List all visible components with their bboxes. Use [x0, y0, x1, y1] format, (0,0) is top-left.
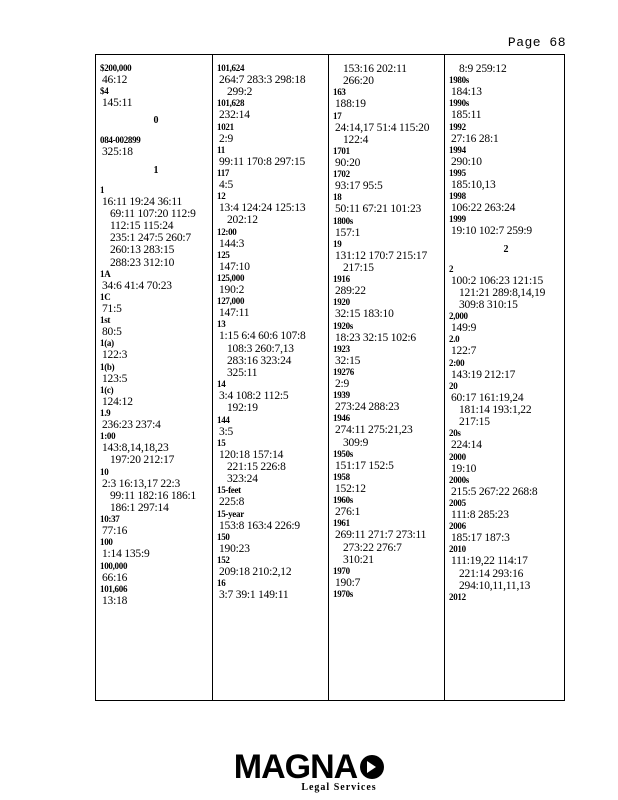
page-line-reference: 144:3	[219, 237, 245, 250]
magna-logo	[0, 750, 618, 793]
index-entry	[100, 292, 212, 315]
index-entry	[449, 521, 563, 544]
page-line-reference: 192:19	[227, 402, 258, 415]
index-entry	[217, 168, 329, 191]
page-line-reference: 266:20	[343, 75, 374, 88]
page-line-reference: 269:11 271:7 273:11	[335, 529, 427, 542]
index-entry	[217, 319, 329, 379]
index-term: 1970s	[333, 589, 354, 600]
index-term: 19276	[333, 367, 355, 378]
index-term: 15	[217, 437, 226, 448]
index-entry	[449, 122, 563, 145]
index-term: 1(b)	[100, 361, 115, 372]
section-heading: 0	[153, 115, 159, 127]
index-entry	[449, 428, 563, 451]
index-entry	[217, 98, 329, 121]
page-line-reference: 184:13	[451, 86, 482, 99]
page-line-reference: 290:10	[451, 155, 482, 168]
logo-wordmark: MAGNA	[233, 748, 358, 786]
index-term: 084-002899	[100, 135, 141, 146]
index-entry	[333, 169, 445, 192]
page-line-reference: 202:12	[227, 214, 258, 227]
index-term: 127,000	[217, 296, 245, 307]
index-term: 1C	[100, 292, 111, 303]
page-line-reference: 288:23 312:10	[110, 256, 175, 269]
index-entry	[449, 452, 563, 475]
index-term: 15-feet	[217, 485, 241, 496]
index-term: 1946	[333, 413, 350, 424]
index-entry	[100, 362, 212, 385]
page-line-reference: 123:5	[102, 372, 128, 385]
index-term: 2005	[449, 498, 466, 509]
index-term: 10	[100, 466, 109, 477]
index-entry	[217, 555, 329, 578]
page-line-reference: 197:20 212:17	[110, 454, 175, 467]
index-entry	[217, 485, 329, 508]
index-term: 1	[100, 184, 105, 195]
index-term: 2,000	[449, 311, 468, 322]
index-entry	[449, 145, 563, 168]
index-term: 152	[217, 555, 230, 566]
page-line-reference: 13:18	[102, 594, 128, 607]
page-line-reference: 1:14 135:9	[102, 548, 150, 561]
page-line-reference: 310:21	[343, 553, 374, 566]
index-term: 1950s	[333, 448, 354, 459]
page-line-reference: 122:7	[451, 345, 477, 358]
page-line-reference: 185:10,13	[451, 179, 496, 192]
page-line-reference: 4:5	[219, 179, 234, 192]
page-line-reference: 24:14,17 51:4 115:20	[335, 121, 430, 134]
page-line-reference: 32:15	[335, 354, 361, 367]
page-line-reference: 2:9	[219, 132, 234, 145]
index-entry	[449, 498, 563, 521]
page-line-reference: 289:22	[335, 285, 366, 298]
index-term: 1(a)	[100, 338, 114, 349]
index-term: 1:00	[100, 431, 116, 442]
index-term: 1916	[333, 274, 350, 285]
index-term: 1958	[333, 472, 350, 483]
index-term: 1990s	[449, 98, 470, 109]
page-line-reference: 69:11 107:20 112:9	[110, 207, 196, 220]
page-line-reference: 273:22 276:7	[343, 541, 402, 554]
page-line-reference: 8:9 259:12	[459, 63, 507, 75]
page-line-reference: 3:5	[219, 425, 234, 438]
page-line-reference: 124:12	[102, 395, 133, 408]
page-line-reference: 309:9	[343, 436, 369, 449]
page-line-reference: 221:14 293:16	[459, 567, 524, 580]
index-term: 1920s	[333, 320, 354, 331]
index-term: 2000s	[449, 474, 470, 485]
page-line-reference: 260:13 283:15	[110, 244, 175, 257]
index-entry	[333, 274, 445, 297]
index-entry	[449, 381, 563, 429]
page-line-reference: 99:11 170:8 297:15	[219, 155, 306, 168]
index-entry	[217, 296, 329, 319]
index-term: 1A	[100, 268, 111, 279]
page-line-reference: 225:8	[219, 496, 245, 509]
page-line-reference: 221:15 226:8	[227, 461, 286, 474]
index-term: 2012	[449, 592, 466, 603]
page-line-reference: 153:8 163:4 226:9	[219, 519, 300, 532]
index-term: 117	[217, 168, 230, 179]
index-term: 1800s	[333, 215, 354, 226]
index-entry	[100, 135, 212, 158]
index-term: 1021	[217, 121, 234, 132]
index-entry	[333, 449, 445, 472]
index-term: 1970	[333, 566, 350, 577]
page-line-reference: 152:12	[335, 483, 366, 496]
index-entry	[449, 358, 563, 381]
index-entry	[333, 344, 445, 367]
page-line-reference: 66:16	[102, 571, 128, 584]
index-entry	[449, 311, 563, 334]
index-term: 15-year	[217, 508, 244, 519]
page-line-reference: 18:23 32:15 102:6	[335, 331, 416, 344]
page-line-reference: 46:12	[102, 74, 128, 86]
index-term: 2:00	[449, 357, 465, 368]
page-line-reference: 143:8,14,18,23	[102, 442, 169, 455]
page-line-reference: 99:11 182:16 186:1	[110, 489, 197, 502]
page-line-reference: 217:15	[459, 416, 490, 429]
index-term: $4	[100, 86, 109, 97]
index-term: 163	[333, 87, 346, 98]
index-entry	[100, 338, 212, 361]
page-line-reference: 122:4	[343, 133, 369, 146]
page-line-reference: 309:8 310:15	[459, 299, 518, 312]
index-entry	[333, 589, 445, 600]
page-line-reference: 100:2 106:23 121:15	[451, 274, 544, 287]
page-line-reference: 235:1 247:5 260:7	[110, 232, 191, 245]
page-line-reference: 185:11	[451, 109, 482, 122]
index-term: 101,624	[217, 63, 245, 73]
index-entry	[333, 367, 445, 390]
page-line-reference: 34:6 41:4 70:23	[102, 279, 172, 292]
index-entry	[100, 431, 212, 466]
index-entry	[333, 472, 445, 495]
index-column-3	[333, 63, 445, 700]
index-entry	[217, 379, 329, 414]
index-entry	[333, 566, 445, 589]
page-line-reference: 3:4 108:2 112:5	[219, 390, 289, 403]
page-line-reference: 153:16 202:11	[343, 63, 407, 75]
page-line-reference: 147:11	[219, 307, 250, 320]
index-entry	[100, 315, 212, 338]
index-entry	[100, 408, 212, 431]
index-entry	[217, 578, 329, 601]
index-term: 1923	[333, 343, 350, 354]
page-line-reference: 19:10	[451, 462, 477, 475]
index-entry	[333, 63, 445, 87]
page-line-reference: 2:9	[335, 378, 350, 391]
index-entry	[449, 334, 563, 357]
index-entry	[449, 475, 563, 498]
index-term: 144	[217, 414, 230, 425]
index-entry	[217, 191, 329, 226]
index-term: 10:37	[100, 514, 120, 525]
page-line-reference: 71:5	[102, 303, 122, 316]
index-term: 12:00	[217, 226, 237, 237]
index-entry	[333, 146, 445, 169]
index-entry	[100, 584, 212, 607]
index-term: 101,606	[100, 583, 128, 594]
page-line-reference: 2:3 16:13,17 22:3	[102, 477, 181, 490]
column-divider	[212, 55, 213, 700]
index-term: 1998	[449, 191, 466, 202]
index-entry	[449, 75, 563, 98]
page-line-reference: 188:19	[335, 98, 366, 111]
index-term: 150	[217, 531, 230, 542]
page-line-reference: 77:16	[102, 525, 128, 538]
page-line-reference: 294:10,11,11,13	[459, 579, 531, 592]
index-term: 1960s	[333, 495, 354, 506]
index-entry	[100, 537, 212, 560]
page-line-reference: 236:23 237:4	[102, 419, 161, 432]
page-line-reference: 145:11	[102, 97, 133, 110]
index-entry	[449, 191, 563, 214]
index-column-2	[217, 63, 329, 700]
index-term: 1961	[333, 518, 350, 529]
index-entry	[100, 467, 212, 515]
page-line-reference: 32:15 183:10	[335, 308, 394, 321]
index-entry	[449, 544, 563, 592]
index-entry	[333, 87, 445, 110]
page-line-reference: 143:19 212:17	[451, 368, 516, 381]
index-entry	[100, 385, 212, 408]
index-entry	[100, 561, 212, 584]
page-line-reference: 16:11 19:24 36:11	[102, 195, 183, 208]
index-entry	[217, 250, 329, 273]
index-entry	[333, 413, 445, 448]
index-term: 1994	[449, 144, 466, 155]
page-line-reference: 325:11	[227, 367, 258, 380]
index-entry	[449, 264, 563, 312]
index-term: 1.9	[100, 408, 111, 419]
index-entry	[100, 86, 212, 109]
page-line-reference: 147:10	[219, 260, 250, 273]
index-term: 20	[449, 380, 458, 391]
page-line-reference: 13:4 124:24 125:13	[219, 202, 306, 215]
index-term: 11	[217, 144, 225, 155]
index-term: 1701	[333, 146, 350, 157]
index-entry	[217, 63, 329, 98]
index-entry	[449, 168, 563, 191]
index-entry	[333, 321, 445, 344]
page-line-reference: 276:1	[335, 506, 361, 519]
index-term: 101,628	[217, 98, 245, 109]
index-entry	[217, 227, 329, 250]
index-term: 100,000	[100, 560, 128, 571]
index-column-1	[100, 63, 212, 700]
index-entry	[449, 214, 563, 237]
index-term: 2006	[449, 521, 466, 532]
index-term: 1920	[333, 297, 350, 308]
index-term: 1702	[333, 169, 350, 180]
page-line-reference: 111:19,22 114:17	[451, 555, 528, 568]
index-entry	[333, 495, 445, 518]
page-line-reference: 90:20	[335, 157, 361, 170]
index-term: 1(c)	[100, 384, 114, 395]
index-column-4	[449, 63, 563, 700]
page-line-reference: 60:17 161:19,24	[451, 391, 524, 404]
index-term: 18	[333, 192, 342, 203]
index-term: 20s	[449, 428, 461, 439]
index-entry	[333, 192, 445, 215]
index-term: 13	[217, 319, 226, 330]
index-term: 100	[100, 537, 113, 548]
page-line-reference: 209:18 210:2,12	[219, 566, 292, 579]
page-line-reference: 151:17 152:5	[335, 459, 394, 472]
page-line-reference: 50:11 67:21 101:23	[335, 203, 422, 216]
index-entry	[333, 390, 445, 413]
index-entry	[217, 145, 329, 168]
page-line-reference: 27:16 28:1	[451, 132, 499, 145]
page-line-reference: 112:15 115:24	[110, 220, 174, 233]
page-line-reference: 149:9	[451, 322, 477, 335]
page-line-reference: 283:16 323:24	[227, 354, 292, 367]
section-heading: 1	[153, 164, 159, 176]
page-line-reference: 190:7	[335, 577, 361, 590]
index-term: 125	[217, 249, 230, 260]
page-line-reference: 190:23	[219, 542, 250, 555]
page-line-reference: 120:18 157:14	[219, 448, 284, 461]
index-term: 2.0	[449, 334, 460, 345]
page-line-reference: 1:15 6:4 60:6 107:8	[219, 330, 306, 343]
index-entry	[333, 297, 445, 320]
index-entry	[100, 514, 212, 537]
index-term: 16	[217, 578, 226, 589]
page-line-reference: 19:10 102:7 259:9	[451, 225, 532, 238]
page-line-reference: 121:21 289:8,14,19	[459, 286, 546, 299]
page-line-reference: 273:24 288:23	[335, 401, 400, 414]
index-entry	[449, 63, 563, 75]
arrow-icon	[360, 755, 384, 779]
page-line-reference: 108:3 260:7,13	[227, 342, 294, 355]
page-line-reference: 190:2	[219, 284, 245, 297]
index-term: $200,000	[100, 63, 132, 73]
section-heading: 2	[503, 243, 509, 255]
index-entry	[100, 185, 212, 269]
logo-subtitle: Legal Services	[301, 782, 377, 793]
index-term: 2	[449, 263, 454, 274]
page-line-reference: 131:12 170:7 215:17	[335, 249, 428, 262]
index-entry	[449, 592, 563, 603]
index-entry	[217, 509, 329, 532]
index-entry	[217, 415, 329, 438]
page-line-reference: 217:15	[343, 262, 374, 275]
page-line-reference: 186:1 297:14	[110, 502, 169, 515]
page-line-reference: 181:14 193:1,22	[459, 404, 532, 417]
index-entry	[333, 518, 445, 566]
index-term: 14	[217, 379, 226, 390]
index-term: 1980s	[449, 75, 470, 86]
index-entry	[333, 111, 445, 146]
index-frame	[95, 54, 565, 701]
index-entry	[217, 122, 329, 145]
index-term: 12	[217, 191, 226, 202]
index-entry	[100, 63, 212, 86]
index-term: 1999	[449, 214, 466, 225]
index-entry	[333, 216, 445, 239]
index-term: 2010	[449, 544, 466, 555]
index-entry	[333, 239, 445, 274]
page-line-reference: 215:5 267:22 268:8	[451, 485, 538, 498]
page-line-reference: 274:11 275:21,23	[335, 424, 413, 437]
page-line-reference: 224:14	[451, 439, 482, 452]
index-entry	[449, 98, 563, 121]
index-term: 1939	[333, 390, 350, 401]
page-line-reference: 111:8 285:23	[451, 509, 509, 522]
page-line-reference: 264:7 283:3 298:18	[219, 74, 306, 86]
index-term: 1st	[100, 315, 111, 326]
page-line-reference: 325:18	[102, 146, 133, 159]
page-line-reference: 122:3	[102, 349, 128, 362]
index-term: 17	[333, 110, 342, 121]
index-term: 2000	[449, 451, 466, 462]
index-entry	[217, 438, 329, 486]
index-entry	[217, 532, 329, 555]
page-line-reference: 3:7 39:1 149:11	[219, 589, 289, 602]
index-term: 1992	[449, 121, 466, 132]
index-term: 19	[333, 238, 342, 249]
page-line-reference: 80:5	[102, 326, 122, 339]
index-entry	[100, 269, 212, 292]
index-term: 1995	[449, 168, 466, 179]
index-term: 125,000	[217, 273, 245, 284]
page-number: Page 68	[507, 35, 566, 50]
page-line-reference: 185:17 187:3	[451, 532, 510, 545]
page-line-reference: 106:22 263:24	[451, 202, 516, 215]
index-entry	[217, 273, 329, 296]
page-line-reference: 157:1	[335, 226, 361, 239]
page-line-reference: 323:24	[227, 473, 258, 486]
page-line-reference: 232:14	[219, 109, 250, 122]
page-line-reference: 93:17 95:5	[335, 180, 383, 193]
page-line-reference: 299:2	[227, 86, 253, 99]
